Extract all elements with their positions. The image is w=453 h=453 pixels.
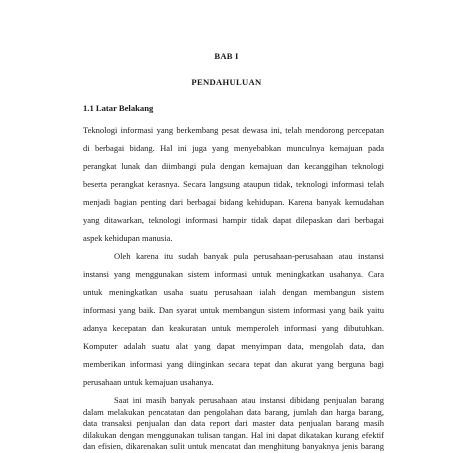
paragraph-2-line: Oleh karena itu sudah banyak pula perusahaan-perusahaan atau instansi — [114, 251, 384, 261]
paragraph-2-line: informasi yang baik. Dan syarat untuk membangun sistem informasi yang baik yaitu — [83, 305, 384, 315]
paragraph-1-line: perangkat lunak dan diimbangi pula dengan kemajuan dan kecanggihan teknologi — [83, 161, 384, 171]
paragraph-2-line: untuk meningkatkan usaha suatu perusahaan ialah dengan membangun sistem — [83, 287, 384, 297]
paragraph-1-line: di berbagai bidang. Hal ini juga yang menyebabkan munculnya kemajuan pada — [83, 143, 384, 153]
paragraph-1-line: yang ditawarkan, teknologi informasi hampir tidak dapat dilepaskan dari berbagai — [83, 215, 384, 225]
paragraph-2-line: instansi yang menggunakan sistem informasi untuk meningkatkan usahanya. Cara — [83, 269, 384, 279]
section-heading: 1.1 Latar Belakang — [83, 103, 154, 113]
paragraph-2-line: Komputer adalah suatu alat yang dapat menyimpan data, mengolah data, dan — [83, 341, 384, 351]
paragraph-3-line: data transaksi penjualan dan data report dari master data penjualan barang masih — [83, 418, 384, 428]
paragraph-1-line: aspek kehidupan manusia. — [83, 233, 173, 243]
paragraph-3-line: dalam melakukan pencatatan dan pengolahan data barang, jumlah dan harga barang, — [83, 406, 384, 417]
paragraph-3-line: Saat ini masih banyak perusahaan atau instansi dibidang penjualan barang — [114, 395, 384, 405]
paragraph-3-line: dilakukan dengan menggunakan tulisan tangan. Hal ini dapat dikatakan kurang efektif — [83, 429, 384, 440]
chapter-title: PENDAHULUAN — [191, 77, 262, 87]
paragraph-1-line: beserta perangkat kerasnya. Secara langsung ataupun tidak, teknologi informasi telah — [83, 179, 384, 189]
paragraph-2-line: perusahaan untuk kemajuan usahanya. — [83, 377, 214, 387]
paragraph-2-line: memberikan informasi yang diinginkan secara tepat dan akurat yang berguna bagi — [83, 359, 384, 369]
chapter-number: BAB I — [214, 51, 239, 61]
paragraph-1-line: menjadi bagian penting dari berbagai bidang kehidupan. Karena banyak kemudahan — [83, 197, 384, 207]
paragraph-1-line: Teknologi informasi yang berkembang pesat dewasa ini, telah mendorong percepatan — [83, 125, 384, 135]
paragraph-2-line: adanya kecepatan dan keakuratan untuk memperoleh informasi yang dibutuhkan. — [83, 323, 384, 333]
paragraph-3-line: dan efisien, dikarenakan sulit untuk mencatat dan menghitung banyaknya jenis barang — [83, 441, 384, 451]
